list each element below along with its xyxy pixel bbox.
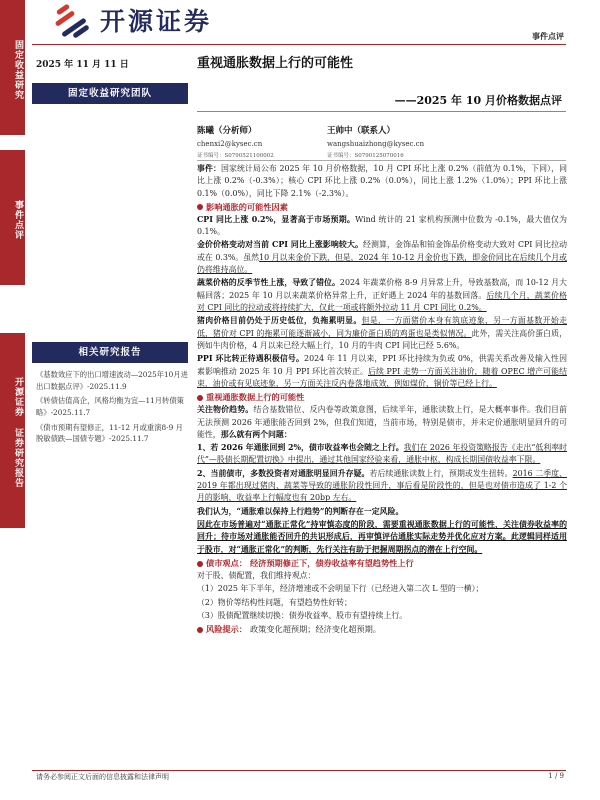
- footer-divider: [32, 770, 566, 771]
- list-item: （2）物价等结构性问题，有望趋势性好转；: [197, 597, 352, 607]
- paragraph: 对于股、债配置，我们维持观点：: [197, 570, 316, 580]
- author-name: 陈曦（分析师）: [197, 126, 257, 136]
- related-item[interactable]: 《转债估值高企，风格均衡为宜—11月转债策略》-2025.11.7: [36, 396, 184, 418]
- risk-heading: 风险提示： 政策变化超预期；经济变化超预期。: [197, 623, 567, 636]
- company-logo: [50, 2, 212, 38]
- side-label-type: 事件点评: [0, 150, 25, 285]
- list-item: （1）2025 年下半年，经济增速或不会明显下行（已经进入第二次 L 型的一横）；: [197, 584, 484, 594]
- author-name: 王帅中（联系人）: [327, 126, 396, 136]
- section-heading: 债市观点： 经济预期修正下，债券收益率有望趋势性上行: [197, 557, 567, 570]
- bullet-icon: [197, 395, 203, 401]
- page-number: 1 / 9: [548, 772, 564, 780]
- bullet-icon: [197, 204, 203, 210]
- paragraph: 蔬菜价格的反季节性上涨，导致了错位。2024 年蔬菜价格 8-9 月异常上升，导致基数高，而 10-12 月大幅回落；2025 年 10 月以来蔬菜价格异常上升，正好遇上 2024 年的基数回落。后续几个月，蔬菜价格对 CPI 同比的拉动或将持续扩大，仅此一项或将额外拉动 11 月 CPI 同比 0.2%。: [197, 278, 567, 313]
- report-type-tag: 事件点评: [532, 31, 564, 41]
- author-email[interactable]: chenxi2@kysec.cn: [197, 140, 263, 148]
- side-label-category: 固定收益研究: [0, 0, 25, 135]
- footer-disclaimer: 请务必参阅正文后面的信息披露和法律声明: [36, 773, 169, 781]
- related-item[interactable]: 《基数效应下的出口增速波动—2025年10月进出口数据点评》-2025.11.9: [36, 370, 188, 391]
- bullet-icon: [197, 561, 203, 567]
- paragraph: 金价价格变动对当前 CPI 同比上涨影响较大。经测算，金饰品和铂金饰品价格变动大致对 CPI 同比拉动或在 0.3%。虽然10 月以来金价下跌，但是，2024 年 10-12 月金价也下跌，即金价同比在后续几个月或仍将维持高位。: [197, 240, 568, 275]
- logo-mark-icon: [50, 3, 96, 37]
- side-strip: [0, 0, 25, 800]
- paragraph: 关注物价趋势。结合基数错位、反内卷等政策意图，后续半年，通胀读数上行，是大概率事件。我们目前无法预测 2026 年通胀能否回到 2%，但我们知道，当前市场，特别是债市，并未定价通胀明显回升的可能性，那么就有两个问题：: [197, 405, 567, 439]
- section-heading: 重视通胀数据上行的可能性: [197, 391, 567, 404]
- paragraph-event: 事件：国家统计局公布 2025 年 10 月价格数据，10 月 CPI 环比上涨 0.2%（前值为 0.1%，下同），同比上涨 0.2%（-0.3%）；核心 CPI 环比上涨 0.2%（0.0%），同比上涨 1.2%（1.0%）；PPI 环比上涨 0.1%（0.0%），同比下降 2.1%（-2.3%）。: [197, 164, 567, 198]
- title-divider: [197, 111, 566, 112]
- paragraph: 2、当前债市，多数投资者对通胀明显回升存疑。若后续通胀读数上行，预期或发生扭转。2016 二季度、2019 年都出现过猪肉、蔬菜等导致的通胀阶段性回升，事后看是阶段性的，但是也对债市造成了 1-2 个月的影响，收益率上行幅度也有 20bp 左右。: [197, 468, 567, 503]
- paragraph: 1、若 2026 年通胀回到 2%，债市收益率也会随之上行。我们在 2026 年投资策略报告《走出“低利率时代”—股债长期配置切换》中提出，通过其他国家经验来看，通胀中枢，构成长期国债收益率下限。: [197, 443, 567, 465]
- paragraph: 猪肉价格目前仍处于历史低位，负拖累明显。但是，一方面猪价本身有筑底迹象，另一方面基数开始走低，猪价对 CPI 的拖累可能逐渐减小，同为廉价蛋白质的鸡蛋也是类似情况。此外，需关注高价蛋白质，例如牛肉价格，4 月以来已经大幅上行，10 月的牛肉 CPI 同比已经 5.6%。: [197, 316, 567, 351]
- paragraph: 因此在市场普遍对“通胀正常化”持审慎态度的阶段，需要重视通胀数据上行的可能性，关注债券收益率的回升；待市场对通胀能否回升的共识形成后，再审慎评估通胀实际走势并优化应对方案。此逻辑同样适用于股市，对“通胀正常化”的判断，先行关注有助于把握周期拐点的潜在上行空间。: [197, 520, 567, 554]
- paragraph: 我们认为，“通胀难以保持上行趋势”的判断存在一定风险。: [197, 506, 404, 516]
- author-email[interactable]: wangshuaizhong@kysec.cn: [327, 140, 425, 148]
- related-research-heading: 相关研究报告: [32, 342, 188, 363]
- author-card: [197, 124, 274, 159]
- side-label-brand: 开源证券 证券研究报告: [0, 333, 25, 528]
- header-divider: [32, 44, 566, 45]
- paragraph: PPI 环比转正待遇积极信号。2024 年 11 月以来，PPI 环比持续为负或 0%，供需关系改善及输入性因素影响推动 2025 年 10 月 PPI 环比首次转正。后续 PPI 走势一方面关注油价，随着 OPEC 增产可能结束，油价或有见底迹象，另一方面关注反内卷落地成效，例如煤价、铜价等已经上行。: [197, 354, 568, 389]
- report-date: 2025 年 11 月 11 日: [36, 60, 129, 70]
- author-cert: 证书编号：S0790521100002: [197, 153, 274, 159]
- report-body: [197, 163, 567, 636]
- author-cert: 证书编号：S0790125070016: [327, 153, 404, 159]
- list-item: （3）股债配置继续切换：债券收益率、股市有望持续上行。: [197, 610, 408, 620]
- author-card: [327, 124, 424, 159]
- bullet-icon: [197, 627, 203, 633]
- report-subtitle: ——2025 年 10 月价格数据点评: [394, 94, 562, 107]
- logo-text: 开源证券: [100, 7, 213, 36]
- team-label: 固定收益研究团队: [32, 83, 188, 104]
- author-divider: [197, 160, 566, 161]
- related-research-list: [36, 369, 190, 448]
- section-heading: 影响通胀的可能性因素: [197, 201, 567, 214]
- report-title: 重视通胀数据上行的可能性: [197, 56, 354, 71]
- paragraph: CPI 同比上涨 0.2%，显著高于市场预期。Wind 统计的 21 家机构预测中位数为 -0.1%，最大值仅为 0.1%。: [197, 214, 567, 237]
- related-item[interactable]: 《债市预期有望修正，11-12 月或重演8-9 月脱敏债跌—国债专题》-2025.11.7: [36, 422, 183, 444]
